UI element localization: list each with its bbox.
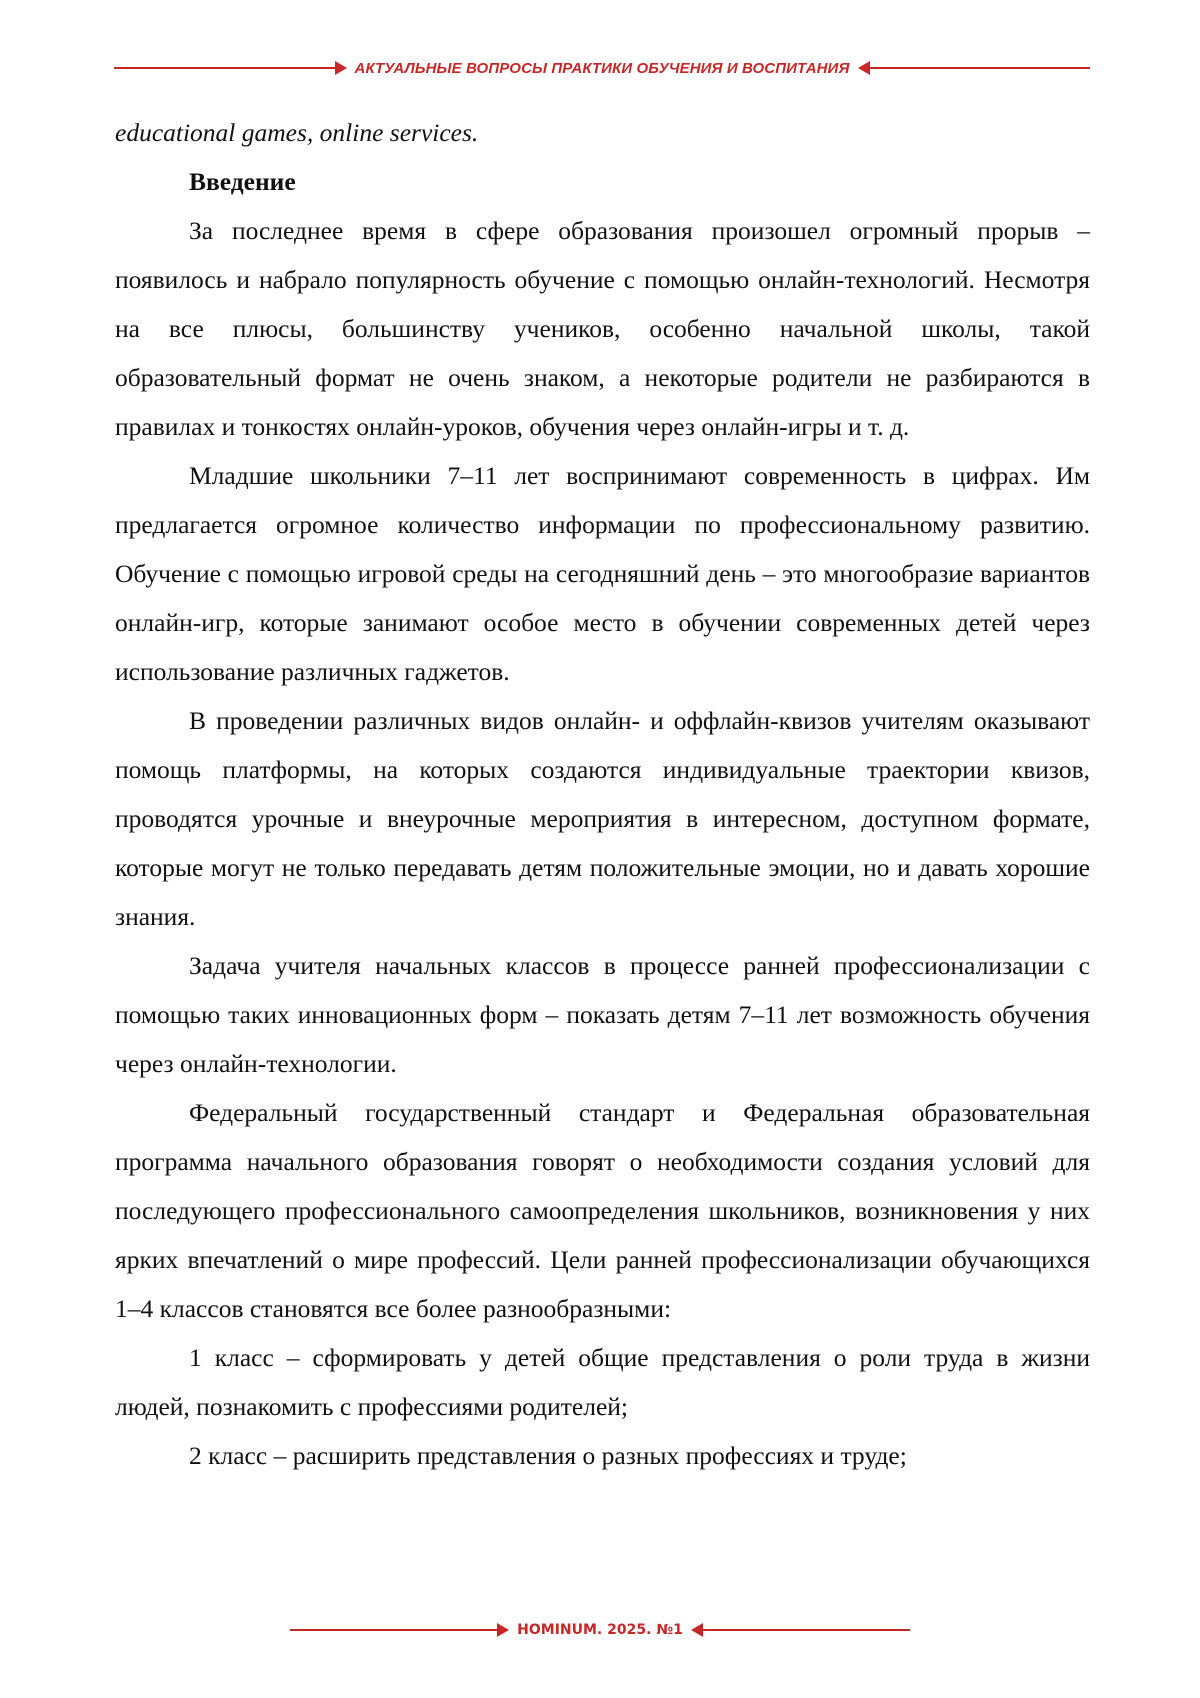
paragraph: 1 класс – сформировать у детей общие представления о роли труда в жизни людей, познакомить с профессиями родителей; [115,1343,1090,1421]
journal-issue: HOMINUM. 2025. №1 [517,1622,683,1638]
paragraph: Задача учителя начальных классов в процессе ранней профессионализации с помощью таких инновационных форм – показать детям 7–11 лет возможность обучения через онлайн-технологии. [115,951,1090,1078]
paragraph: 2 класс – расширить представления о разных профессиях и труде; [189,1441,907,1470]
paragraph: В проведении различных видов онлайн- и оффлайн-квизов учителям оказывают помощь платформы, на которых создаются индивидуальные траектории квизов, проводятся урочные и внеурочные мероприятия в интересном, доступном формате, которые могут не только передавать детям положительные эмоции, но и давать хорошие знания. [115,706,1090,931]
section-heading: Введение [189,167,296,196]
paragraph: Младшие школьники 7–11 лет воспринимают современность в цифрах. Им предлагается огромное количество информации по профессиональному развитию. Обучение с помощью игровой среды на сегодняшний день – это многообразие вариантов онлайн-игр, которые занимают особое место в обучении современных детей через использование различных гаджетов. [115,461,1090,686]
running-header [114,56,1090,80]
running-footer [290,1618,910,1642]
footer-right-arrow-rule [693,1629,910,1631]
paragraph: Федеральный государственный стандарт и Федеральная образовательная программа начального образования говорят о необходимости создания условий для последующего профессионального самоопределения школьников, возникновения у них ярких впечатлений о мире профессий. Цели ранней профессионализации обучающихся 1–4 классов становятся все более разнообразными: [115,1098,1090,1323]
footer-left-arrow-rule [290,1629,507,1631]
header-left-arrow-rule [114,67,345,69]
keywords-tail: educational games, online services. [115,118,479,147]
header-right-arrow-rule [860,67,1091,69]
paragraph: За последнее время в сфере образования произошел огромный прорыв – появилось и набрало популярность обучение с помощью онлайн-технологий. Несмотря на все плюсы, большинству учеников, особенно начальной школы, такой образовательный формат не очень знаком, а некоторые родители не разбираются в правилах и тонкостях онлайн-уроков, обучения через онлайн-игры и т. д. [115,216,1090,441]
article-body [115,108,1090,1480]
running-title: АКТУАЛЬНЫЕ ВОПРОСЫ ПРАКТИКИ ОБУЧЕНИЯ И ВОСПИТАНИЯ [354,59,850,77]
